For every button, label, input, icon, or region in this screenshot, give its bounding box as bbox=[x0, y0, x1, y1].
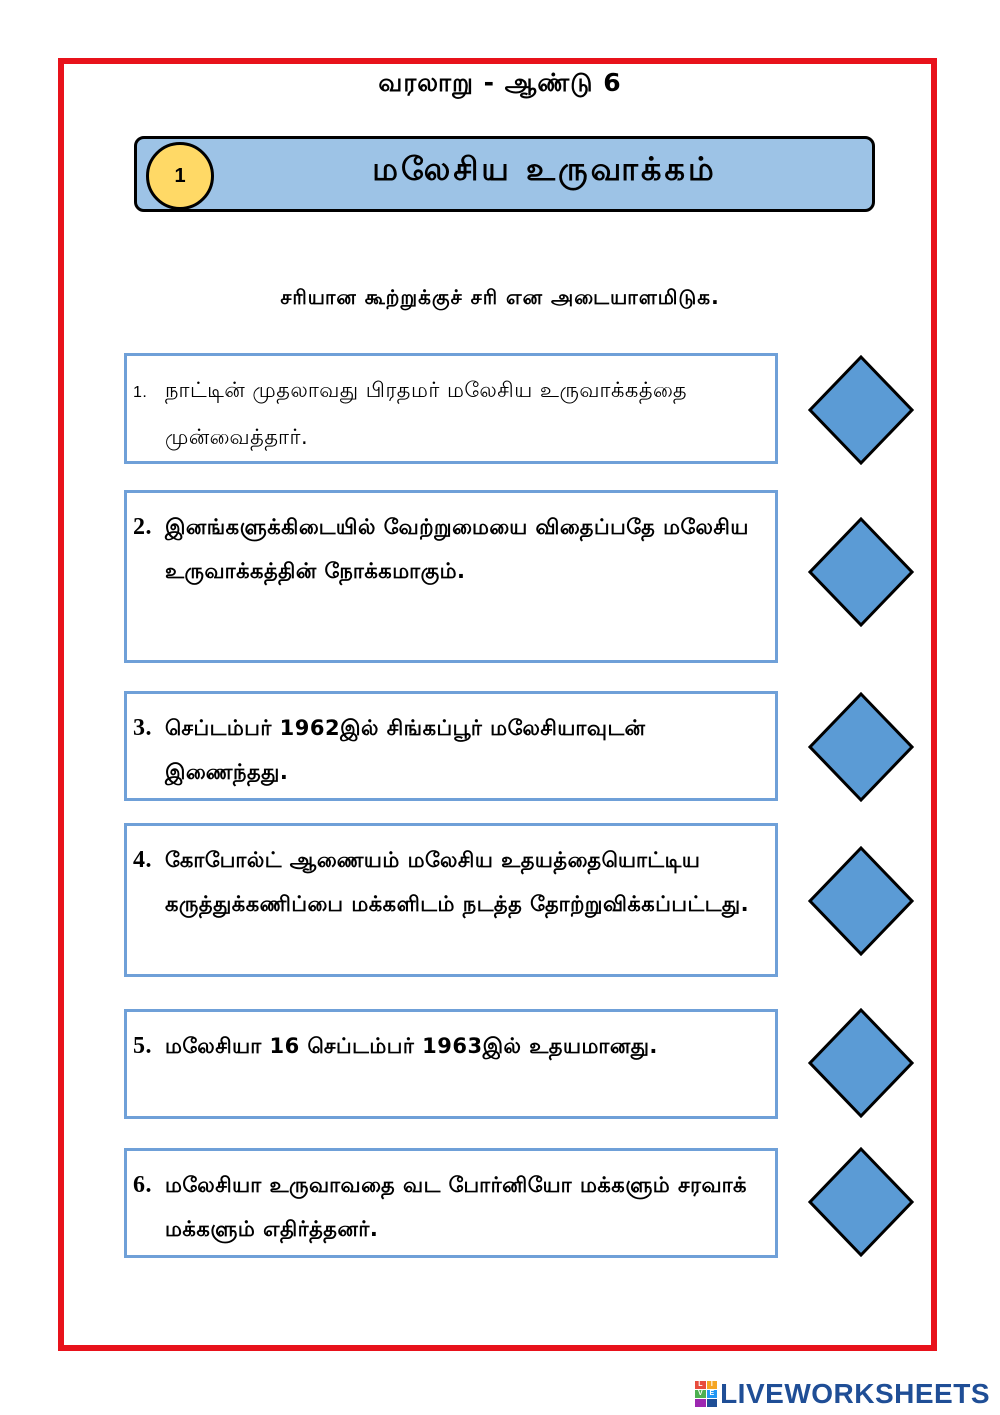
question-text-3 bbox=[133, 706, 765, 794]
question-number-2: 2. bbox=[133, 514, 152, 540]
question-number-6: 6. bbox=[133, 1172, 152, 1198]
subject-title: வரலாறு - ஆண்டு 6 bbox=[378, 68, 622, 97]
question-statement-6: மலேசியா உருவாவதை வட போர்னியோ மக்களும் சரவாக் மக்களும் எதிர்த்தனர். bbox=[165, 1173, 747, 1241]
question-box-4 bbox=[124, 823, 778, 977]
answer-diamond-4[interactable] bbox=[808, 846, 914, 956]
logo-block bbox=[707, 1399, 718, 1407]
logo-block bbox=[695, 1399, 706, 1407]
question-text-1 bbox=[133, 368, 765, 459]
question-statement-4: கோபோல்ட் ஆணையம் மலேசிய உதயத்தையொட்டிய கருத்துக்கணிப்பை மக்களிடம் நடத்த தோற்றுவிக்கப்பட்டது. bbox=[165, 848, 750, 916]
diamond-shape-5[interactable] bbox=[810, 1010, 912, 1116]
answer-diamond-5[interactable] bbox=[808, 1008, 914, 1118]
answer-diamond-2[interactable] bbox=[808, 517, 914, 627]
logo-letter-i: I bbox=[707, 1381, 718, 1389]
question-number-4: 4. bbox=[133, 847, 152, 873]
diamond-shape-4[interactable] bbox=[810, 848, 912, 954]
logo-letter-e: E bbox=[707, 1390, 718, 1398]
question-number-1: 1. bbox=[133, 384, 148, 401]
logo-letter-l: L bbox=[695, 1381, 706, 1389]
question-statement-5: மலேசியா 16 செப்டம்பர் 1963இல் உதயமானது. bbox=[165, 1034, 658, 1058]
question-text-4 bbox=[133, 838, 765, 926]
question-statement-1: நாட்டின் முதலாவது பிரதமர் மலேசிய உருவாக்கத்தை முன்வைத்தார். bbox=[165, 378, 688, 449]
question-number-5: 5. bbox=[133, 1033, 152, 1059]
liveworksheets-logo-icon bbox=[695, 1381, 717, 1407]
logo-letter-v: V bbox=[695, 1390, 706, 1398]
question-number-3: 3. bbox=[133, 715, 152, 741]
liveworksheets-brand[interactable] bbox=[695, 1378, 990, 1410]
instruction-text: சரியான கூற்றுக்குச் சரி என அடையாளமிடுக. bbox=[280, 285, 720, 309]
diamond-shape-2[interactable] bbox=[810, 519, 912, 625]
question-box-6 bbox=[124, 1148, 778, 1258]
question-box-5 bbox=[124, 1009, 778, 1119]
question-text-2 bbox=[133, 505, 765, 593]
question-box-1 bbox=[124, 353, 778, 464]
diamond-shape-3[interactable] bbox=[810, 694, 912, 800]
question-box-2 bbox=[124, 490, 778, 663]
unit-number-badge: 1 bbox=[146, 142, 214, 210]
question-text-6 bbox=[133, 1163, 765, 1251]
question-text-5 bbox=[133, 1024, 765, 1068]
liveworksheets-wordmark: LIVEWORKSHEETS bbox=[720, 1378, 990, 1409]
diamond-shape-1[interactable] bbox=[810, 357, 912, 463]
question-statement-3: செப்டம்பர் 1962இல் சிங்கப்பூர் மலேசியாவுடன் இணைந்தது. bbox=[165, 716, 646, 784]
question-box-3 bbox=[124, 691, 778, 801]
answer-diamond-3[interactable] bbox=[808, 692, 914, 802]
question-statement-2: இனங்களுக்கிடையில் வேற்றுமையை விதைப்பதே மலேசிய உருவாக்கத்தின் நோக்கமாகும். bbox=[165, 515, 749, 583]
answer-diamond-1[interactable] bbox=[808, 355, 914, 465]
unit-title: மலேசிய உருவாக்கம் bbox=[372, 150, 717, 188]
answer-diamond-6[interactable] bbox=[808, 1147, 914, 1257]
diamond-shape-6[interactable] bbox=[810, 1149, 912, 1255]
